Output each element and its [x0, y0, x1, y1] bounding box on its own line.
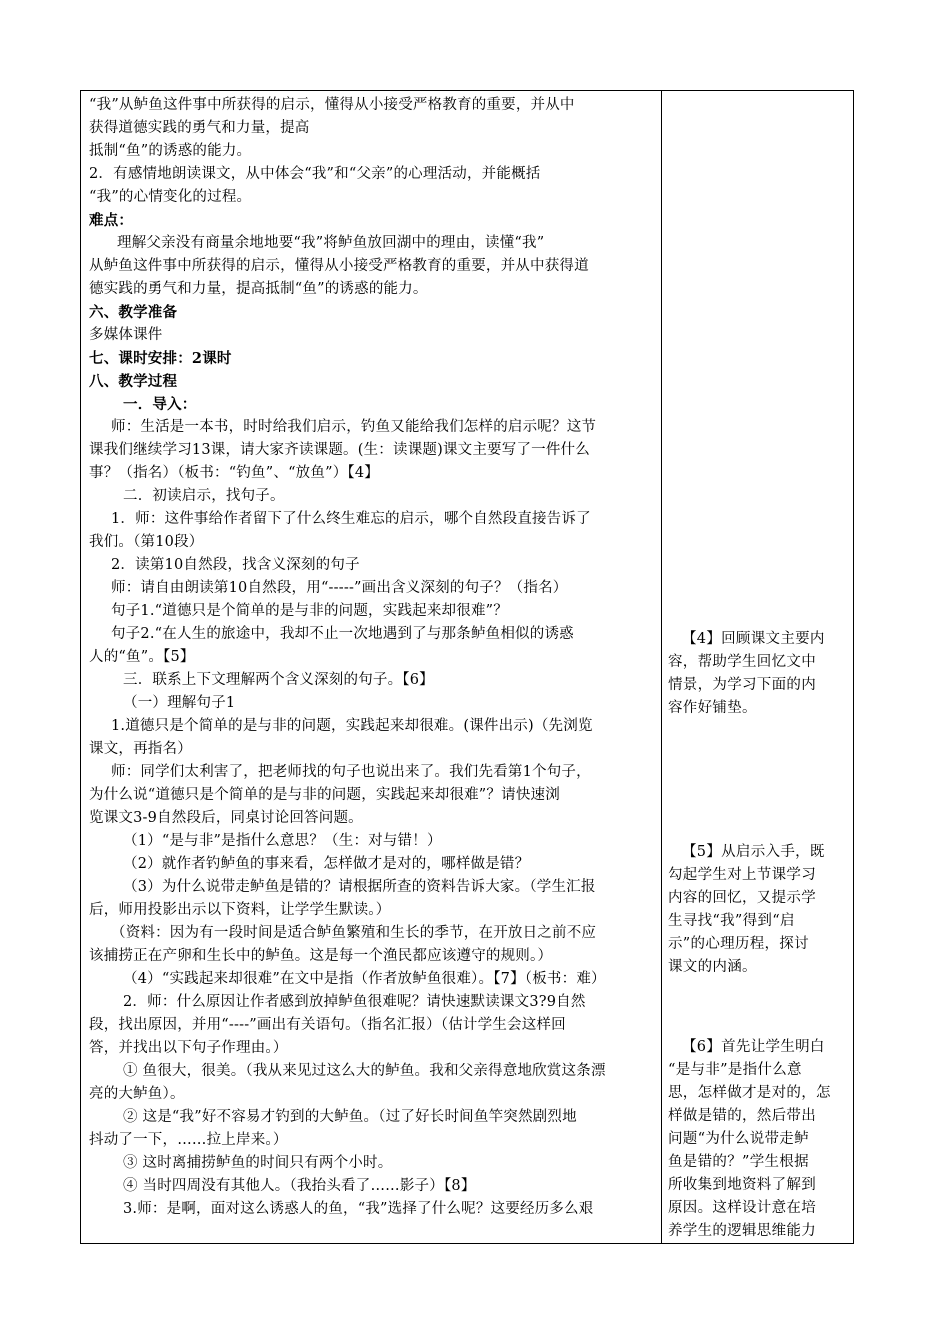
lesson-plan-table [80, 90, 854, 1244]
annotation-line: 【4】回顾课文主要内 [682, 631, 825, 647]
text-line: 六、教学准备 [89, 304, 178, 321]
text-line: 2．有感情地朗读课文，从中体会“我”和“父亲”的心理活动，并能概括 [89, 166, 541, 182]
annotation-note-6 [668, 1036, 848, 1243]
text-line: 获得道德实践的勇气和力量，提高 [89, 120, 310, 136]
text-line: ② 这是“我”好不容易才钓到的大鲈鱼。（过了好长时间鱼竿突然剧烈地 [123, 1109, 577, 1125]
annotation-line: 示”的心理历程，探讨 [668, 936, 809, 952]
text-line: 1．师：这件事给作者留下了什么终生难忘的启示，哪个自然段直接告诉了 [111, 511, 591, 527]
text-line: 该捕捞正在产卵和生长中的鲈鱼。这是每一个渔民都应该遵守的规则。） [89, 948, 553, 964]
text-line: （3）为什么说带走鲈鱼是错的？请根据所查的资料告诉大家。（学生汇报 [123, 879, 596, 895]
text-line: 览课文3-9自然段后，同桌讨论回答问题。 [89, 810, 363, 826]
text-line: ① 鱼很大，很美。（我从来见过这么大的鲈鱼。我和父亲得意地欣赏这条漂 [123, 1063, 606, 1079]
text-line: 为什么说“道德只是个简单的是与非的问题，实践起来却很难”？请快速浏 [89, 787, 560, 803]
text-line: （2）就作者钓鲈鱼的事来看，怎样做才是对的，哪样做是错？ [123, 856, 530, 872]
annotation-line: 思，怎样做才是对的，怎 [668, 1085, 831, 1101]
annotation-line: 原因。这样设计意在培 [668, 1200, 816, 1216]
text-line: 我们。（第10段） [89, 534, 204, 550]
text-line: 句子2.“在人生的旅途中，我却不止一次地遇到了与那条鲈鱼相似的诱惑 [111, 626, 574, 642]
text-line: 1.道德只是个简单的是与非的问题，实践起来却很难。(课件出示)（先浏览 [111, 718, 593, 734]
text-line: （4）“实践起来却很难”在文中是指（作者放鲈鱼很难）。【7】（板书：难） [123, 971, 606, 987]
annotation-line: 样做是错的，然后带出 [668, 1108, 816, 1124]
annotation-line: 情景，为学习下面的内 [668, 677, 816, 693]
text-line: 3.师：是啊，面对这么诱惑人的鱼，“我”选择了什么呢？这要经历多么艰 [123, 1201, 594, 1217]
text-line: 段，找出原因，并用“----”画出有关语句。（指名汇报）（估计学生会这样回 [89, 1017, 566, 1033]
annotation-line: 【5】从启示入手，既 [682, 844, 825, 860]
text-line: 八、教学过程 [89, 373, 178, 390]
text-line: 师：请自由朗读第10自然段，用“-----”画出含义深刻的句子？（指名） [111, 580, 568, 596]
annotation-line: 容，帮助学生回忆文中 [668, 654, 816, 670]
annotation-line: 生寻找“我”得到“启 [668, 913, 795, 929]
text-line: 一．导入： [123, 396, 197, 413]
text-line: 从鲈鱼这件事中所获得的启示，懂得从小接受严格教育的重要，并从中获得道 [89, 258, 589, 274]
text-line: 理解父亲没有商量余地地要“我”将鲈鱼放回湖中的理由，读懂“我” [117, 235, 545, 251]
annotation-note-4 [668, 628, 848, 720]
text-line: 句子1.“道德只是个简单的是与非的问题，实践起来却很难”？ [111, 603, 508, 619]
annotation-line: 养学生的逻辑思维能力 [668, 1223, 816, 1239]
text-line: 三．联系上下文理解两个含义深刻的句子。【6】 [123, 672, 434, 688]
column-divider [661, 91, 662, 1243]
annotation-line: 勾起学生对上节课学习 [668, 867, 816, 883]
text-line: 人的“鱼”。【5】 [89, 649, 195, 665]
annotation-line: 所收集到地资料了解到 [668, 1177, 816, 1193]
text-line: “我”的心情变化的过程。 [89, 189, 252, 205]
text-line: 抵制“鱼”的诱惑的能力。 [89, 143, 252, 159]
annotation-line: “是与非”是指什么意 [668, 1062, 802, 1078]
text-line: 2．师：什么原因让作者感到放掉鲈鱼很难呢？请快速默读课文3?9自然 [123, 994, 586, 1010]
text-line: （1）“是与非”是指什么意思？（生：对与错！） [123, 833, 442, 849]
text-line: ③ 这时离捕捞鲈鱼的时间只有两个小时。 [123, 1155, 393, 1171]
text-line: 德实践的勇气和力量，提高抵制“鱼”的诱惑的能力。 [89, 281, 428, 297]
text-line: ④ 当时四周没有其他人。（我抬头看了……影子）【8】 [123, 1178, 476, 1194]
lesson-content-column [89, 94, 655, 1221]
text-line: “我”从鲈鱼这件事中所获得的启示，懂得从小接受严格教育的重要，并从中 [89, 97, 575, 113]
text-line: 七、课时安排：2课时 [89, 350, 232, 367]
text-line: 二．初读启示，找句子。 [123, 488, 285, 504]
text-line: （资料：因为有一段时间是适合鲈鱼繁殖和生长的季节，在开放日之前不应 [111, 925, 597, 941]
text-line: 事？（指名）（板书：“钓鱼”、“放鱼”）【4】 [89, 465, 379, 481]
text-line: 2．读第10自然段，找含义深刻的句子 [111, 557, 360, 573]
text-line: 课文，再指名） [89, 741, 192, 757]
text-line: 师：同学们太利害了，把老师找的句子也说出来了。我们先看第1个句子， [111, 764, 591, 780]
annotation-line: 问题“为什么说带走鲈 [668, 1131, 809, 1147]
annotation-line: 【6】首先让学生明白 [682, 1039, 825, 1055]
text-line: 难点： [89, 212, 134, 229]
annotation-line: 课文的内涵。 [668, 959, 757, 975]
annotation-line: 鱼是错的？”学生根据 [668, 1154, 809, 1170]
annotation-line: 容作好铺垫。 [668, 700, 757, 716]
text-line: （一）理解句子1 [123, 695, 236, 711]
text-line: 师：生活是一本书，时时给我们启示，钓鱼又能给我们怎样的启示呢？这节 [111, 419, 597, 435]
text-line: 后，师用投影出示以下资料，让学学生默读。） [89, 902, 391, 918]
annotation-note-5 [668, 841, 848, 979]
text-line: 课我们继续学习13课，请大家齐读课题。(生：读课题)课文主要写了一件什么 [89, 442, 590, 458]
text-line: 亮的大鲈鱼）。 [89, 1086, 185, 1102]
text-line: 抖动了一下，……拉上岸来。） [89, 1132, 288, 1148]
text-line: 答，并找出以下句子作理由。） [89, 1040, 288, 1056]
text-line: 多媒体课件 [89, 327, 163, 343]
annotation-line: 内容的回忆，又提示学 [668, 890, 816, 906]
